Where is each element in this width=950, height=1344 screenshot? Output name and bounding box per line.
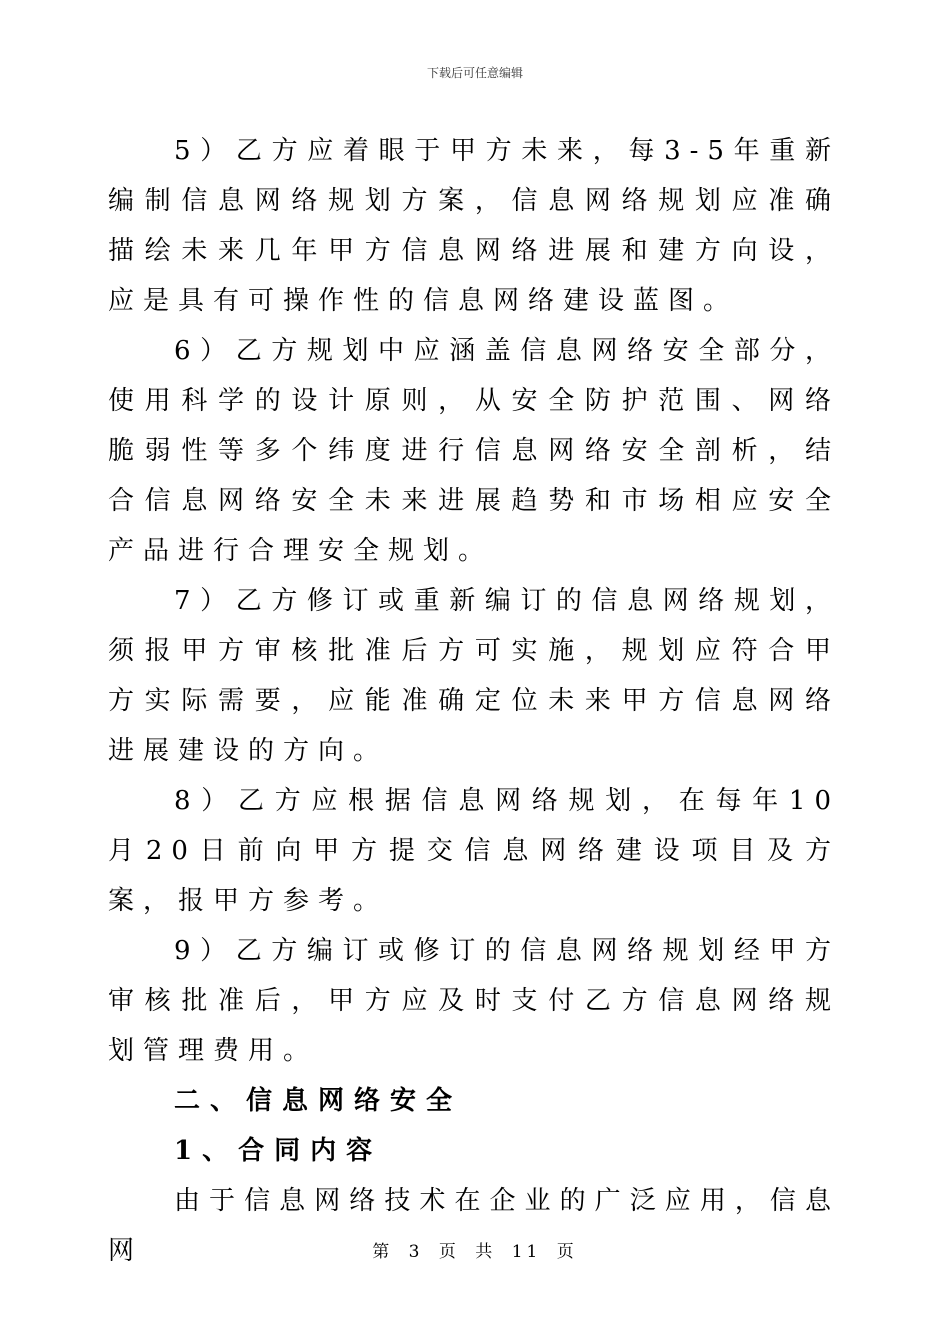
paragraph-5: 5）乙方应着眼于甲方未来，每3-5年重新编制信息网络规划方案，信息网络规划应准确描绘未来几年甲方信息网络进展和建方向设，应是具有可操作性的信息网络建设蓝图。: [108, 136, 840, 316]
page-footer: 第 3 页 共 11 页: [372, 1242, 578, 1262]
paragraph-9: 9）乙方编订或修订的信息网络规划经甲方审核批准后，甲方应及时支付乙方信息网络规划管理费用。: [108, 936, 840, 1066]
section-title: 二、信息网络安全: [174, 1086, 463, 1116]
paragraph-6: 6）乙方规划中应涵盖信息网络安全部分，使用科学的设计原则，从安全防护范围、网络脆弱性等多个纬度进行信息网络安全剖析，结合信息网络安全未来进展趋势和市场相应安全产品进行合理安全规划。: [108, 336, 840, 566]
subsection-title: 1、合同内容: [174, 1136, 383, 1166]
document-body: [108, 126, 840, 1276]
paragraph-intro: 由于信息网络技术在企业的广泛应用，信息网: [108, 1186, 840, 1266]
page-header: 下载后可任意编辑: [426, 66, 523, 80]
paragraph-7: 7）乙方修订或重新编订的信息网络规划，须报甲方审核批准后方可实施，规划应符合甲方实际需要，应能准确定位未来甲方信息网络进展建设的方向。: [108, 586, 840, 766]
paragraph-8: 8）乙方应根据信息网络规划，在每年10月20日前向甲方提交信息网络建设项目及方案，报甲方参考。: [108, 786, 840, 916]
